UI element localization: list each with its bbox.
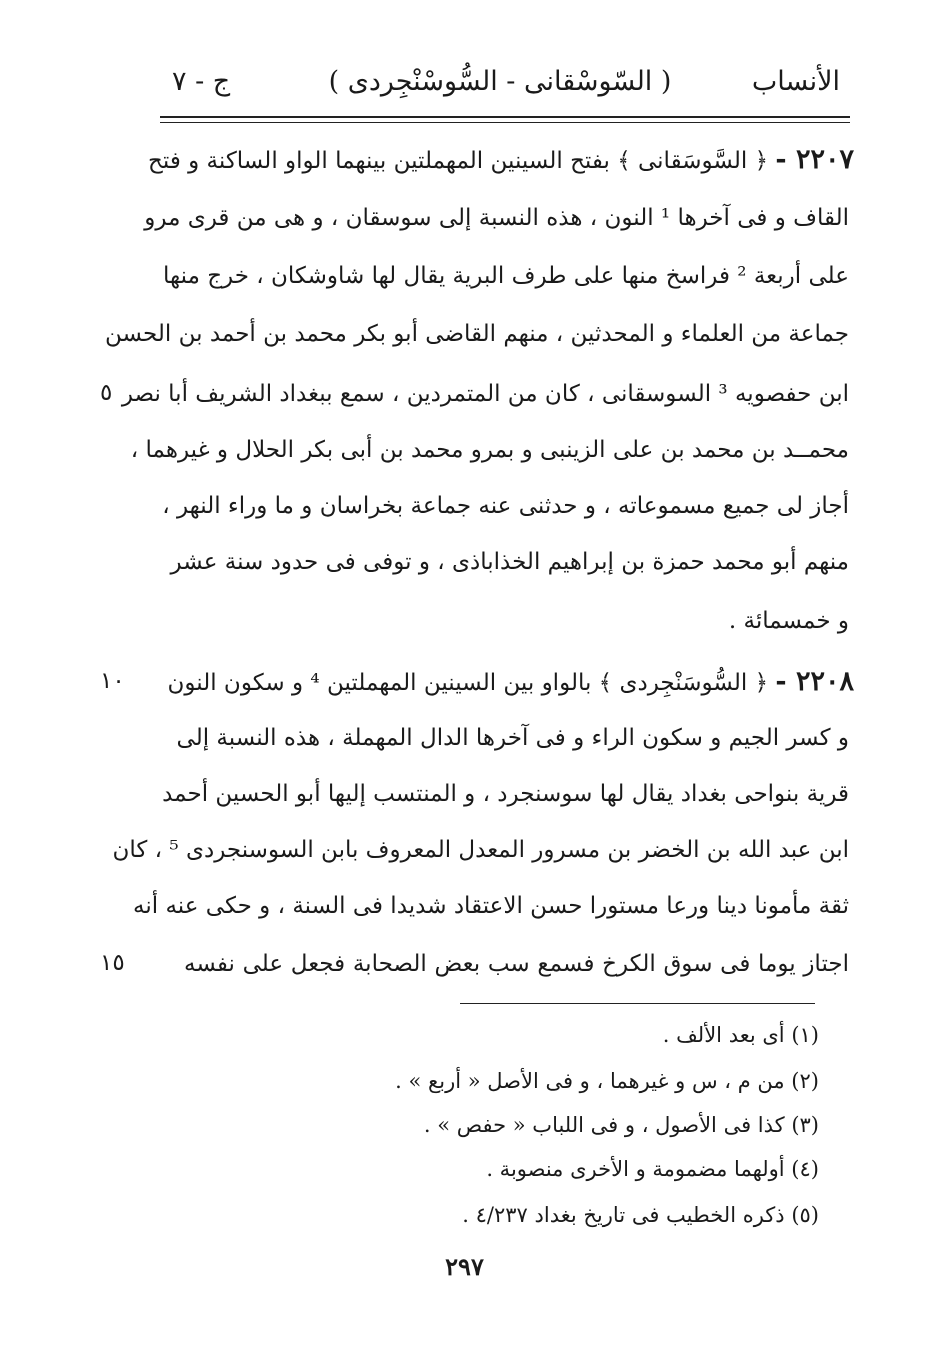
text-line xyxy=(112,830,849,870)
text-line xyxy=(121,374,849,414)
line-text: ﴿ السُّوسَنْجِردى ﴾ بالواو بين السينين المهملتين ⁴ و سكون النون xyxy=(167,670,769,696)
text-line xyxy=(167,662,854,702)
line-text: محمــد بن محمد بن على الزينبى و بمرو محمد بن أبى بكر الحلال و غيرهما ، xyxy=(130,437,849,463)
text-line xyxy=(176,718,849,758)
footnote: (٥) ذكره الخطيب فى تاريخ بغداد ٤/٢٣٧ . xyxy=(462,1203,819,1227)
text-line xyxy=(170,542,849,582)
text-line xyxy=(184,601,849,641)
volume-label: ج - ٧ xyxy=(172,66,231,97)
text-line xyxy=(144,198,849,238)
footnote-separator xyxy=(460,1003,815,1004)
text-line xyxy=(133,886,849,926)
text-line xyxy=(184,944,849,984)
entry-number: ٢٢٠٨ - xyxy=(775,666,854,697)
line-text: جماعة من العلماء و المحدثين ، منهم القاضى أبو بكر محمد بن أحمد بن الحسن xyxy=(105,321,849,347)
text-line xyxy=(163,256,849,296)
line-text: القاف و فى آخرها ¹ النون ، هذه النسبة إلى سوسقان ، و هى من قرى مرو xyxy=(144,205,849,231)
line-number-marker: ١٥ xyxy=(100,950,125,976)
running-title: ( السّوسْقانى - السُّوسْنْجِردى ) xyxy=(328,66,672,97)
text-line xyxy=(130,430,849,470)
header-rule-thick xyxy=(160,116,850,118)
running-header xyxy=(160,66,840,110)
line-text: أجاز لى جميع مسموعاته ، و حدثنى عنه جماعة بخراسان و ما وراء النهر ، xyxy=(162,493,849,519)
page-number: ٢٩٧ xyxy=(445,1252,484,1281)
line-text: اجتاز يوما فى سوق الكرخ فسمع سب بعض الصحابة فجعل على نفسه xyxy=(184,951,849,977)
line-text: قرية بنواحى بغداد يقال لها سوسنجرد ، و المنتسب إليها أبو الحسين أحمد xyxy=(162,781,849,807)
text-line xyxy=(148,140,854,180)
line-number-marker: ٥ xyxy=(100,380,113,406)
text-line xyxy=(105,314,849,354)
line-text: و كسر الجيم و سكون الراء و فى آخرها الدال المهملة ، هذه النسبة إلى xyxy=(176,725,849,751)
footnote: (٣) كذا فى الأصول ، و فى اللباب « حفص » . xyxy=(423,1113,819,1137)
text-line xyxy=(162,774,849,814)
footnote: (٢) من م ، س و غيرهما ، و فى الأصل « أربع » . xyxy=(395,1069,819,1093)
line-text: و خمسمائة . xyxy=(728,608,849,634)
line-text: ثقة مأمونا دينا ورعا مستورا حسن الاعتقاد شديدا فى السنة ، و حكى عنه أنه xyxy=(133,893,849,919)
entry-number: ٢٢٠٧ - xyxy=(775,144,854,175)
book-title: الأنساب xyxy=(751,66,840,97)
footnote: (٤) أولهما مضمومة و الأخرى منصوبة . xyxy=(486,1157,819,1181)
line-text: ﴿ السَّوسَقانى ﴾ بفتح السينين المهملتين بينهما الواو الساكنة و فتح xyxy=(148,148,769,174)
line-text: على أربعة ² فراسخ منها على طرف البرية يقال لها شاوشكان ، خرج منها xyxy=(163,263,849,289)
header-rule-thin xyxy=(160,122,850,123)
footnote: (١) أى بعد الألف . xyxy=(662,1023,819,1047)
line-text: ابن عبد الله بن الخضر بن مسرور المعدل المعروف بابن السوسنجردى ⁵ ، كان xyxy=(112,837,849,863)
text-line xyxy=(162,486,849,526)
line-text: ابن حفصويه ³ السوسقانى ، كان من المتمردين ، سمع ببغداد الشريف أبا نصر xyxy=(121,381,849,407)
line-text: منهم أبو محمد حمزة بن إبراهيم الخذاباذى ، و توفى فى حدود سنة عشر xyxy=(170,549,849,575)
line-number-marker: ١٠ xyxy=(100,668,125,694)
